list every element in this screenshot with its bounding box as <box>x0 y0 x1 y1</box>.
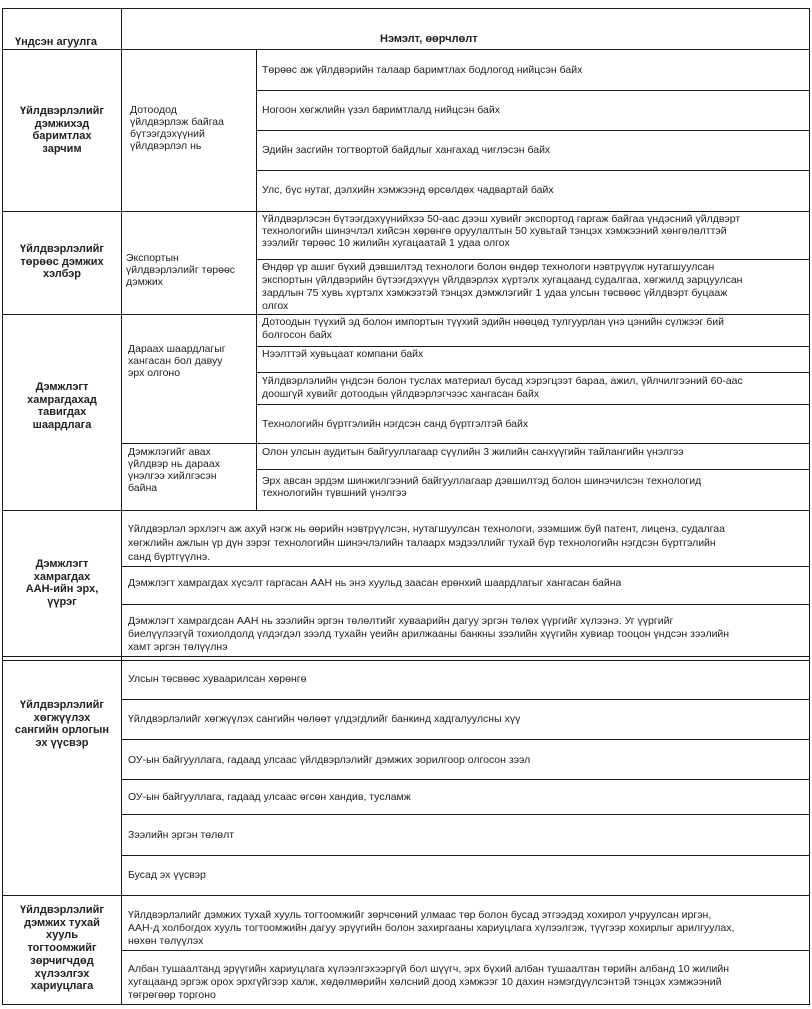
cell-text: Дэмжлэгт хамрагдсан ААН нь зээлийн эргэн төлөлтийг хуваарийн дагуу эргэн төлөх үүргийг хүлээнэ. Уг үүргийг <box>128 615 674 627</box>
grid-line <box>256 404 810 405</box>
cell-text: Үйлдвэрлэл эрхлэгч аж ахуй нэгж нь өөрийн нэвтрүүлсэн, нутагшуулсан технологи, эзэмшиж буй патент, лиценз, судалгаа <box>128 523 725 535</box>
title-line: сангийн орлогын <box>14 724 110 736</box>
label-line: дэмжих <box>126 276 163 288</box>
grid-line <box>256 469 810 470</box>
cell-text: төгрөгөөр торгоно <box>128 989 216 1001</box>
title-line: зөрчигчдөд <box>30 954 94 967</box>
title-line: хариуцлага <box>30 980 94 993</box>
cell-text: доошгүй хувийг дотоодын үйлдвэрлэгчээс хангасан байх <box>262 388 540 400</box>
grid-line <box>2 510 810 511</box>
grid-line <box>2 1004 810 1005</box>
label-line: үйлдвэрлэлийг төрөөс <box>126 264 236 276</box>
cell-text: ОУ-ын байгууллага, гадаад улсаас үйлдвэрлэлийг дэмжих зорилгоор олгосон зээл <box>128 754 531 766</box>
section-title <box>4 904 120 993</box>
label-line: үйлдвэрлэл нь <box>130 140 202 152</box>
header-col1: Үндсэн агуулга <box>15 36 97 48</box>
title-line: хууль <box>45 929 79 942</box>
cell-text: ААН-д холбогдох хууль тогтоомжийн дагуу эрүүгийн болон захиргааны хариуцлага хүлээлгэж, түүгээр хохирлыг арилгуулах, <box>128 922 735 934</box>
title-line: Дэмжлэгт <box>35 381 89 393</box>
label-line: үйлдвэр нь дараах <box>128 458 220 470</box>
label-line: Экспортын <box>126 252 179 264</box>
cell-text: Ногоон хөгжлийн үзэл баримтлалд нийцсэн байх <box>262 104 501 116</box>
title-line: хүлээлгэх <box>34 967 90 980</box>
cell-text: Үйлдвэрлэлийн үндсэн болон туслах материал бусад хэрэгцээт бараа, ажил, үйлчилгээний 60-аас <box>262 375 743 387</box>
title-line: эх үүсвэр <box>35 736 89 749</box>
title-line: тавигдах <box>37 406 87 418</box>
cell-text: зардлын 75 хувь хүртэлх хэмжээтэй тэнцэх дэмжлэгийг 1 удаа улсын төсвөөс үйлдвэрт буцааж <box>262 287 728 299</box>
cell-text: Үйлдвэрлэсэн бүтээгдэхүүнийхээ 50-аас дээш хувийг экспортод гаргаж байгаа үндэсний үйлдвэрт <box>262 213 741 225</box>
title-line: зарчим <box>42 142 82 155</box>
cell-text: технологийн шинэчлэл хийсэн хөрөнгө оруулалтын 50 хувьтай тэнцэх хэмжээний хөнгөлөлттэй <box>262 225 727 237</box>
grid-line <box>122 855 810 856</box>
cell-text: хугацаанд эргэж орох эрхгүйгээр халж, хөдөлмөрийн хөлсний доод хэмжээг 10 дахин нэмэгдүүлсэнтэй тэнцэх хэмжээний <box>128 976 722 988</box>
cell-text: олгох <box>262 300 289 312</box>
grid-line <box>256 372 810 373</box>
grid-line <box>2 211 810 212</box>
title-line: Үйлдвэрлэлийг <box>19 243 104 255</box>
cell-text: болгосон байх <box>262 329 332 341</box>
label-line: Дэмжлэгийг авах <box>128 446 211 458</box>
title-line: Үйлдвэрлэлийг <box>19 699 104 711</box>
cell-text: экспортын үйлдвэрийн бүтээгдэхүүн үйлдвэрлэх хүртэлх хугацаанд судалгаа, хөгжилд зарцуулсан <box>262 274 743 286</box>
title-line: шаардлага <box>32 418 92 431</box>
cell-text: Эрх авсан эрдэм шинжилгээний байгууллагаар дэвшилтэд болон шинэчилсэн технологид <box>262 475 702 487</box>
grid-line <box>122 604 810 605</box>
title-line: баримтлах <box>32 130 92 142</box>
grid-line <box>2 895 810 896</box>
section-title <box>4 558 120 608</box>
cell-text: Олон улсын аудитын байгууллагаар сүүлийн 3 жилийн санхүүгийн тайлангийн үнэлгээ <box>262 446 684 458</box>
label-line: үнэлгээ хийлгэсэн <box>128 470 217 482</box>
title-line: төрөөс дэмжих <box>20 255 104 268</box>
grid-line <box>256 346 810 347</box>
grid-line <box>256 49 257 510</box>
grid-line <box>122 814 810 815</box>
title-line: хамрагдах <box>33 570 91 583</box>
grid-line <box>122 699 810 700</box>
label-line: эрх олгоно <box>128 367 181 379</box>
cell-text: Үйлдвэрлэлийг хөгжүүлэх сангийн чөлөөт үлдэгдлийг банкинд хадгалуулсны хүү <box>128 713 521 725</box>
grid-line <box>2 49 810 50</box>
grid-line <box>2 314 810 315</box>
grid-line <box>121 8 122 1005</box>
grid-line <box>122 443 810 444</box>
grid-line <box>256 259 810 260</box>
title-line: Дэмжлэгт <box>35 558 89 570</box>
sub-label <box>130 104 254 152</box>
grid-line <box>2 656 810 657</box>
label-line: байна <box>128 482 158 494</box>
title-line: үүрэг <box>47 595 77 608</box>
grid-line <box>256 170 810 171</box>
grid-line <box>256 130 810 131</box>
cell-text: санд бүртгүүлнэ. <box>128 551 211 563</box>
cell-text: Дэмжлэгт хамрагдах хүсэлт гаргасан ААН нь энэ хуульд заасан ерөнхий шаардлагыг хангасан байна <box>128 577 622 589</box>
section-title <box>4 243 120 281</box>
title-line: хамрагдахад <box>27 393 97 406</box>
title-line: хөгжүүлэх <box>33 711 91 724</box>
title-line: ААН-ийн эрх, <box>25 583 99 595</box>
cell-text: зээлийг төрөөс 10 жилийн хугацаатай 1 удаа олгох <box>262 237 510 249</box>
cell-text: Үйлдвэрлэлийг дэмжих тухай хууль тогтоомжийг зөрчсөний улмаас төр болон бусад этгээдэд хохирол учруулсан иргэн, <box>128 909 712 921</box>
cell-text: нөхөн төлүүлэх <box>128 935 204 947</box>
grid-line <box>122 566 810 567</box>
section-title <box>4 699 120 749</box>
label-line: үйлдвэрлэж байгаа <box>130 116 224 128</box>
label-line: Дотоодод <box>130 104 177 116</box>
grid-line <box>2 660 810 661</box>
title-line: дэмжих тухай <box>24 916 100 929</box>
cell-text: хамт эргэн төлүүлнэ <box>128 641 228 653</box>
title-line: тогтоомжийг <box>27 942 97 955</box>
cell-text: Дотоодын түүхий эд болон импортын түүхий эдийн нөөцөд тулгуурлан үнэ цэнийн сүлжээг бий <box>262 316 724 328</box>
title-line: хэлбэр <box>42 268 82 280</box>
cell-text: Улсын төсвөөс хуваарилсан хөрөнгө <box>128 673 307 685</box>
sub-label <box>128 446 254 494</box>
cell-text: технологийн түвшний үнэлгээ <box>262 487 407 499</box>
title-line: дэмжихэд <box>34 117 90 130</box>
cell-text: ОУ-ын байгууллага, гадаад улсаас өгсөн хандив, тусламж <box>128 791 411 803</box>
cell-text: Эдийн засгийн тогтвортой байдлыг хангахад чиглэсэн байх <box>262 144 551 156</box>
title-line: Үйлдвэрлэлийг <box>19 904 104 916</box>
cell-text: Бусад эх үүсвэр <box>128 869 206 881</box>
header-col2: Нэмэлт, өөрчлөлт <box>380 33 478 45</box>
title-line: Үйлдвэрлэлийг <box>19 105 104 117</box>
grid-line <box>122 739 810 740</box>
label-line: хангасан бол давуу <box>128 355 223 367</box>
cell-text: Нээлттэй хувьцаат компани байх <box>262 348 424 360</box>
label-line: бүтээгдэхүүний <box>130 128 205 140</box>
grid-line <box>2 8 3 1005</box>
label-line: Дараах шаардлагыг <box>128 343 226 355</box>
section-title <box>4 381 120 431</box>
grid-line <box>122 779 810 780</box>
cell-text: хөгжлийн ажлын үр дүн зэрэг технологийн шинэчлэлийн талаарх мэдээллийг тухай бүр технологийн нэгдсэн бүртгэлийн <box>128 537 716 549</box>
cell-text: Технологийн бүртгэлийн нэгдсэн санд бүртгэлтэй байх <box>262 418 529 430</box>
grid-line <box>809 8 810 1005</box>
cell-text: биелүүлээгүй тохиолдолд үлдэгдэл зээлд тухайн үеийн арилжааны банкны зээлийн хүүгийн хувиар тооцон үндсэн зээлийн <box>128 628 730 640</box>
section-title <box>4 105 120 155</box>
grid-line <box>256 90 810 91</box>
sub-label <box>126 252 254 288</box>
grid-line <box>122 950 810 951</box>
cell-text: Улс, бүс нутаг, дэлхийн хэмжээнд өрсөлдөх чадвартай байх <box>262 184 554 196</box>
grid-line <box>2 8 810 9</box>
cell-text: Төрөөс аж үйлдвэрийн талаар баримтлах бодлогод нийцсэн байх <box>262 64 583 76</box>
cell-text: Өндөр үр ашиг бүхий дэвшилтэд технологи болон өндөр технологи нэвтрүүлж нутагшуулсан <box>262 261 715 273</box>
sub-label <box>128 343 254 379</box>
cell-text: Зээлийн эргэн төлөлт <box>128 829 235 841</box>
cell-text: Албан тушаалтанд эрүүгийн хариуцлага хүлээлгэхээргүй бол шүүгч, эрх бүхий албан тушаалтан төрийн албанд 10 жилийн <box>128 963 730 975</box>
